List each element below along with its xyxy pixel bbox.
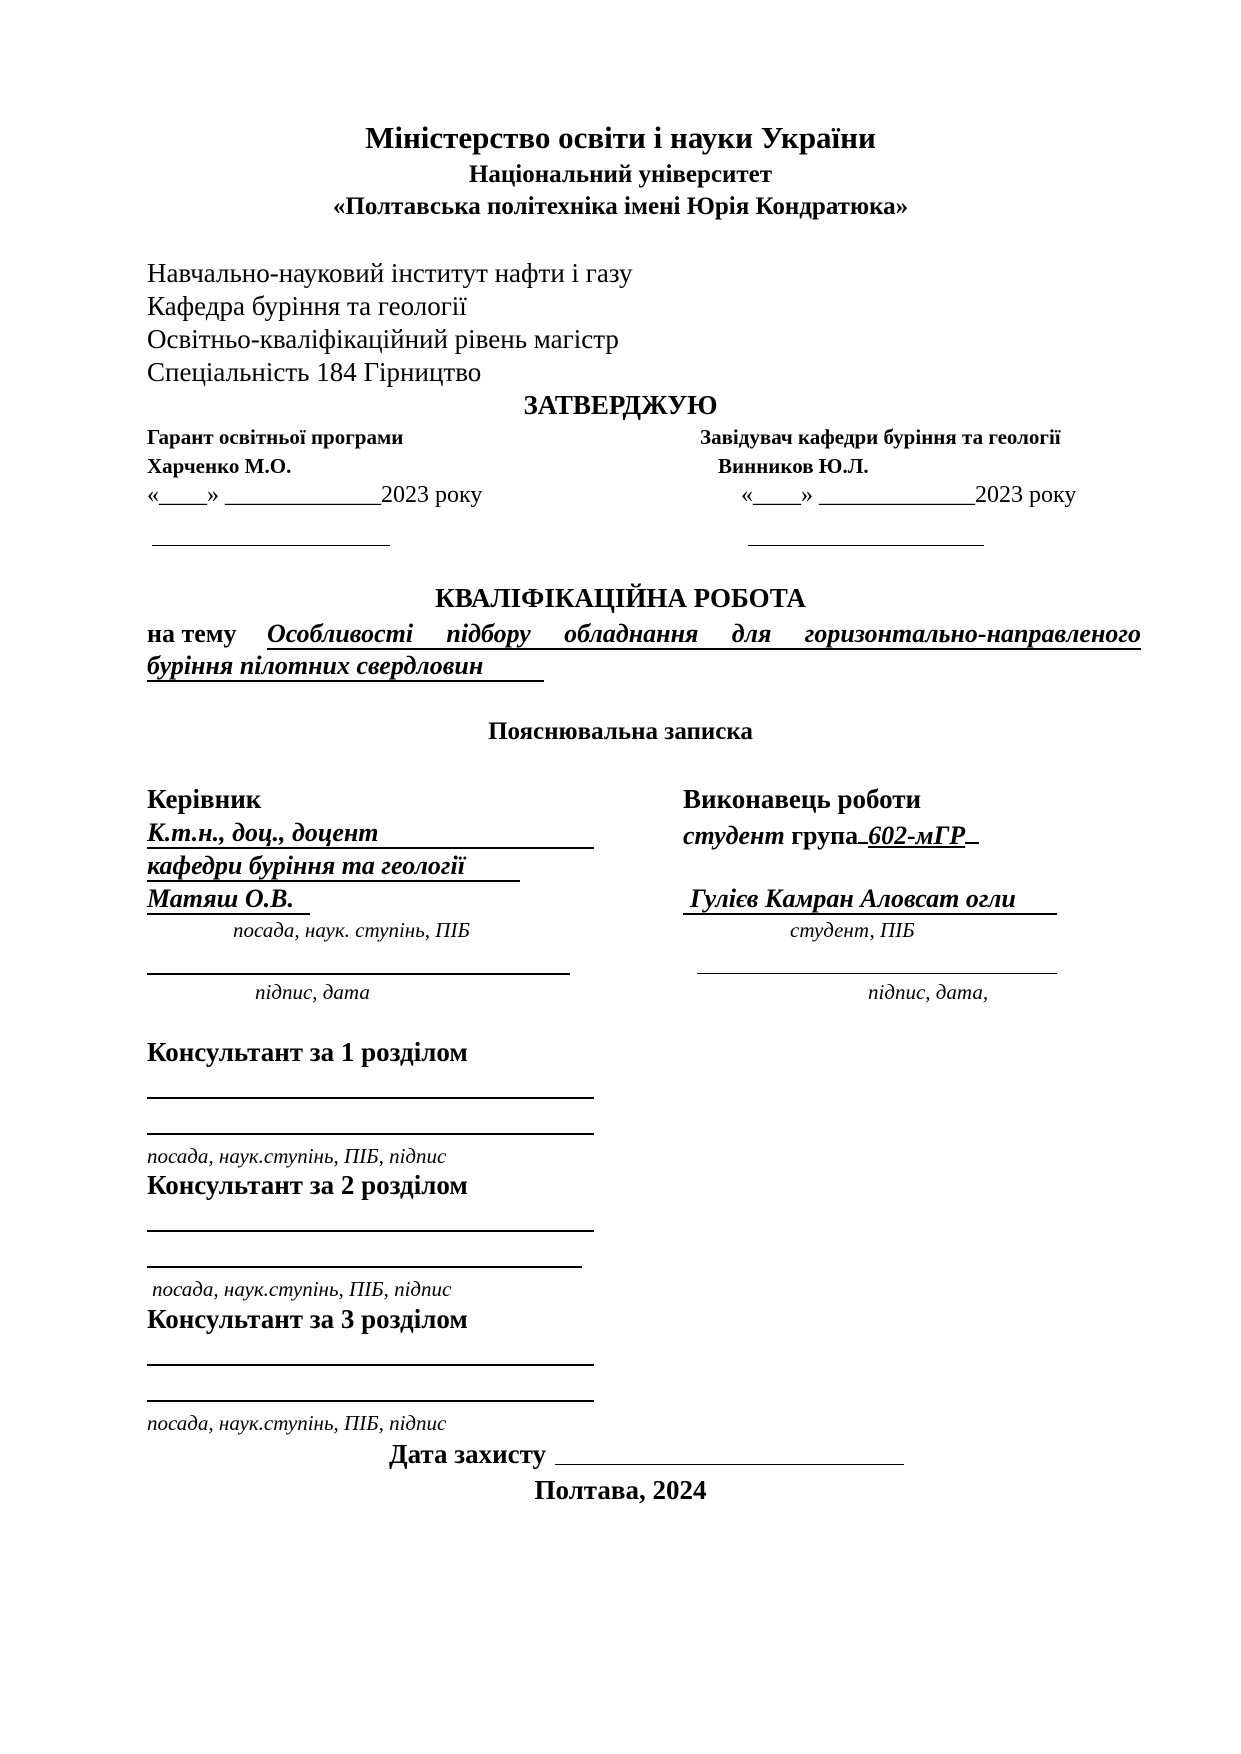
supervisor-underline-1 [147,847,594,849]
executor-group-label: група [791,821,859,850]
topic-line-2: буріння пілотних свердловин [147,651,484,680]
level-line: Освітньо-кваліфікаційний рівень магістр [147,324,619,354]
head-year: 2023 року [975,482,1077,508]
consultant-1-caption: посада, наук.ступінь, ПІБ, підпис [147,1144,447,1168]
consultant-3-caption: посада, наук.ступінь, ПІБ, підпис [147,1411,447,1435]
supervisor-position-1: К.т.н., доц., доцент [147,818,379,847]
executor-label: Виконавець роботи [683,784,922,814]
approval-title: ЗАТВЕРДЖУЮ [523,390,718,420]
supervisor-name: Матяш О.В. [147,884,294,913]
executor-underline [683,913,1057,915]
consultant-1-line-2 [147,1133,594,1135]
consultant-3-label: Консультант за 3 розділом [147,1304,468,1334]
department-line: Кафедра буріння та геології [147,291,467,321]
defense-label: Дата захисту [389,1439,547,1469]
consultant-1-line-1 [147,1097,594,1099]
executor-caption: студент, ПІБ [790,918,915,942]
topic-underline-1 [267,648,1141,650]
consultant-3-line-2 [147,1400,594,1402]
executor-group-tail [965,820,979,844]
consultant-1-label: Консультант за 1 розділом [147,1037,468,1067]
institute-line: Навчально-науковий інститут нафти і газу [147,258,633,288]
city-year: Полтава, 2024 [534,1475,707,1505]
topic-underline-2 [147,680,544,682]
head-role: Завідувач кафедри буріння та геології [700,425,1061,449]
topic-label: на тему [147,619,237,648]
supervisor-label: Керівник [147,784,262,814]
work-title: КВАЛІФІКАЦІЙНА РОБОТА [435,583,806,613]
supervisor-sign-caption: підпис, дата [255,980,370,1004]
guarantor-date [147,483,482,507]
guarantor-role: Гарант освітньої програми [147,425,404,449]
guarantor-signature-line [152,545,390,546]
executor-name: Гулієв Камран Аловсат огли [690,884,1016,913]
head-signature-line [748,545,984,546]
executor-student-word: студент [683,821,785,850]
specialty-line: Спеціальність 184 Гірництво [147,357,482,387]
university-line-2: «Полтавська політехніка імені Юрія Кондратюка» [332,193,909,220]
supervisor-caption: посада, наук. ступінь, ПІБ [233,918,470,942]
executor-sign-caption: підпис, дата, [868,980,989,1004]
executor-group-line [683,820,979,849]
supervisor-position-2: кафедри буріння та геології [147,851,465,880]
guarantor-year: 2023 року [381,482,483,508]
head-name: Винников Ю.Л. [718,454,869,478]
head-date [741,483,1076,507]
consultant-2-line-1 [147,1230,594,1232]
supervisor-underline-3 [147,913,310,915]
defense-date-line [555,1464,904,1465]
executor-group: 602-мГР [868,821,966,850]
executor-group-lead [858,820,868,844]
executor-signature-line [697,973,1057,974]
consultant-2-label: Консультант за 2 розділом [147,1170,468,1200]
consultant-2-caption: посада, наук.ступінь, ПІБ, підпис [152,1277,452,1301]
ministry-title: Міністерство освіти і науки України [365,120,876,155]
consultant-2-line-2 [147,1266,582,1268]
guarantor-name: Харченко М.О. [147,454,292,478]
explanatory-note: Пояснювальна записка [488,718,753,745]
university-line-1: Національний університет [468,161,773,188]
supervisor-signature-line [147,973,570,975]
guarantor-date-blank: «____» _____________ [147,482,381,508]
supervisor-underline-2 [147,880,520,882]
consultant-3-line-1 [147,1364,594,1366]
topic-line-1: Особливості підбору обладнання для горизонтально-направленого [267,619,1141,648]
head-date-blank: «____» _____________ [741,482,975,508]
